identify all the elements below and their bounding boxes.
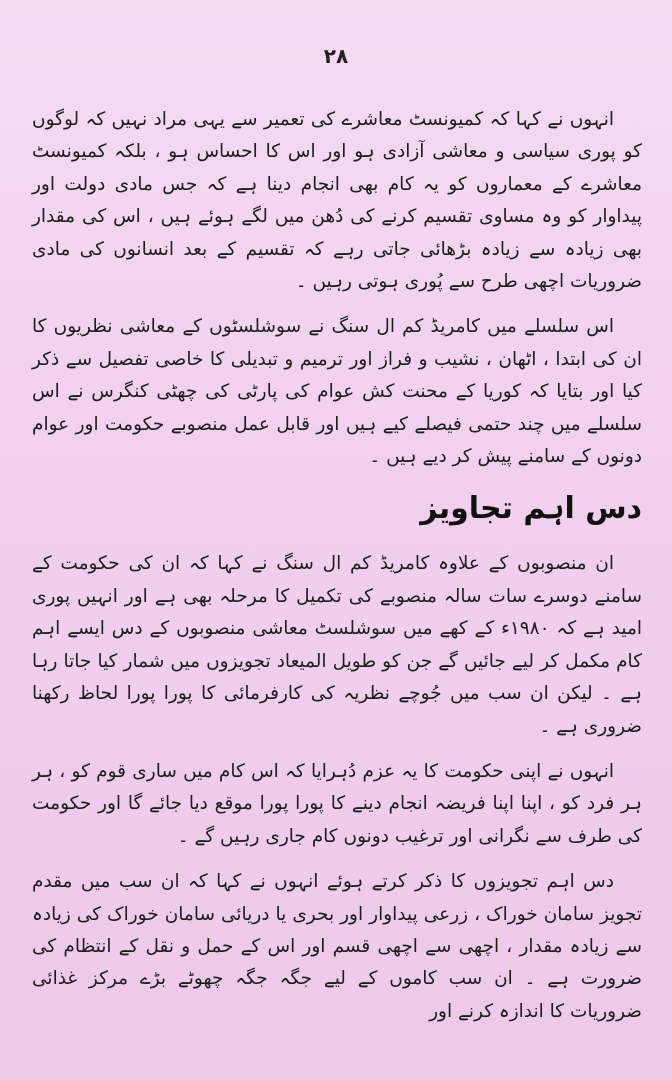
section-heading: دس اہم تجاویز: [420, 491, 642, 527]
paragraph-1: انہوں نے کہا کہ کمیونسٹ معاشرے کی تعمیر سے یہی مراد نہیں کہ لوگوں کو پوری سیاسی و معاشی آزادی ہو اور اس کا احساس ہو ، بلکہ کمیونسٹ معاشرے کے معماروں کو یہ کام بھی انجام دینا ہے کہ جس مادی دولت اور پیداوار کو وہ مساوی تقسیم کرنے کی دُھن میں لگے ہوئے ہیں ، اس کی مقدار بھی زیادہ سے زیادہ بڑھائی جاتی رہے کہ تقسیم کے بعد انسانوں کی مادی ضروریات اچھی طرح سے پُوری ہوتی رہیں ۔: [32, 109, 642, 293]
paragraph-2: اس سلسلے میں کامریڈ کم ال سنگ نے سوشلسٹوں کے معاشی نظریوں کا ان کی ابتدا ، اٹھان ، نشیب و فراز اور ترمیم و تبدیلی کا خاصی تفصیل سے ذکر کیا اور بتایا کہ کوریا کے محنت کش عوام کی پارٹی کی چھٹی کنگرس نے اس سلسلے میں چند حتمی فیصلے کیے ہیں اور قابل عمل منصوبے حکومت اور عوام دونوں کے سامنے پیش کر دیے ہیں ۔: [32, 316, 642, 468]
paragraph-4: انہوں نے اپنی حکومت کا یہ عزم دُہرایا کہ اس کام میں ساری قوم کو ، ہر ہر فرد کو ، اپنا اپنا فریضہ انجام دینے کا پورا پورا موقع دیا جائے گا اور حکومت کی طرف سے نگرانی اور ترغیب دونوں کام جاری رہیں گے ۔: [32, 760, 642, 847]
paragraph-3: ان منصوبوں کے علاوہ کامریڈ کم ال سنگ نے کہا کہ ان کی حکومت کے سامنے دوسرے سات سالہ منصوبے کی تکمیل کا مرحلہ بھی ہے اور انہیں پوری امید ہے کہ ۱۹۸۰ء کے کھے میں سوشلسٹ معاشی منصوبوں کے دس ایسے اہم کام مکمل کر لیے جائیں گے جن کو طویل المیعاد تجویزوں میں شمار کیا جاتا رہا ہے ۔ لیکن ان سب میں جُوچے نظریہ کی کارفرمائی کا پورا پورا لحاظ رکھنا ضروری ہے ۔: [32, 553, 642, 737]
page-number: ۲۸: [323, 44, 349, 68]
page-body: [32, 104, 642, 1028]
paragraph-5: دس اہم تجویزوں کا ذکر کرتے ہوئے انہوں نے کہا کہ ان سب میں مقدم تجویز سامان خوراک ، زرعی پیداوار اور بحری یا دریائی سامان خوراک کی زیادہ سے زیادہ مقدار ، اچھی سے اچھی قسم اور اس کے حمل و نقل کے انتظام کی ضرورت ہے ۔ ان سب کاموں کے لیے جگہ جگہ چھوٹے بڑے مرکز غذائی ضروریات کا اندازہ کرنے اور: [32, 871, 642, 1022]
